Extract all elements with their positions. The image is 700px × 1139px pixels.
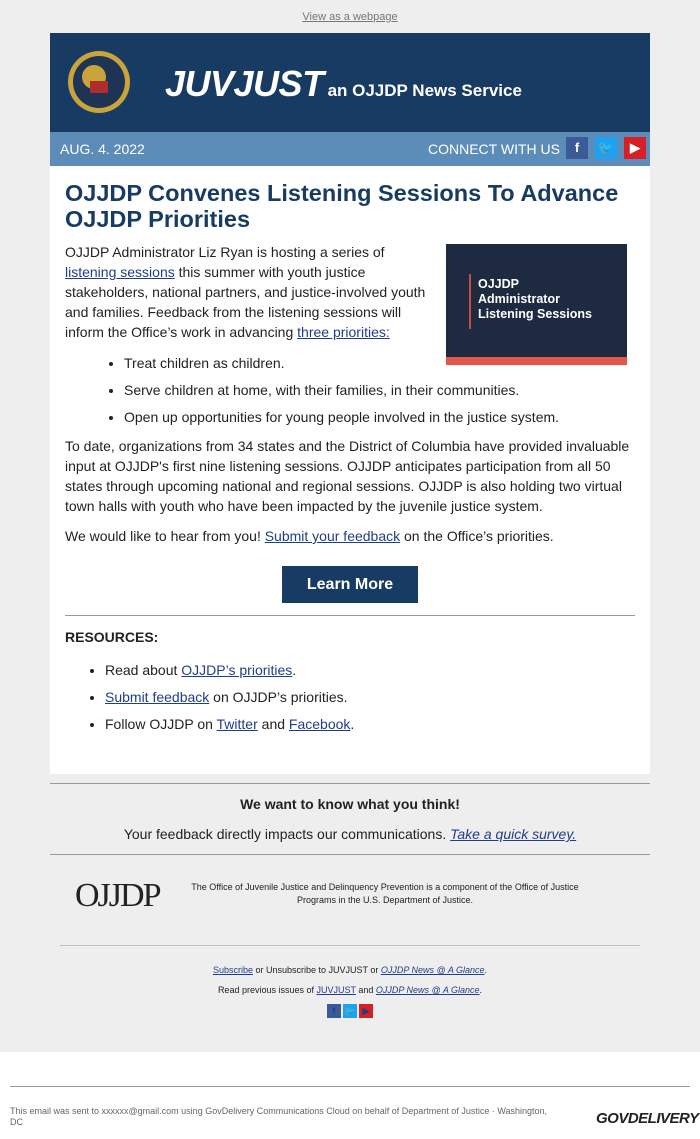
article-body bbox=[50, 166, 650, 774]
list-item: • Open up opportunities for young people involved in the justice system. bbox=[124, 408, 635, 426]
news-at-a-glance-link[interactable]: OJJDP News @ A Glance bbox=[380, 965, 485, 975]
divider bbox=[10, 1086, 690, 1087]
bottom-footer bbox=[0, 1052, 700, 1139]
three-priorities-link[interactable]: three priorities: bbox=[297, 324, 390, 340]
article-intro: OJJDP Administrator Liz Ryan is hosting a series of listening sessions this summer with youth justice stakeholders, national partners, and justice-involved youth and families. Feedback from the listening sessions will inform the Office’s work in advancing three priorities: bbox=[65, 244, 426, 340]
facebook-link[interactable]: Facebook bbox=[288, 716, 351, 732]
email-container bbox=[50, 33, 650, 1018]
list-item: • Submit feedback on OJJDP’s priorities. bbox=[105, 688, 635, 706]
about-text: The Office of Juvenile Justice and Delinquency Prevention is a component of the Office of Justice Programs in the U.S. Department of Justice. bbox=[191, 882, 579, 905]
twitter-link[interactable]: Twitter bbox=[216, 716, 258, 732]
view-as-webpage bbox=[0, 0, 700, 22]
quick-survey-link[interactable]: Take a quick survey. bbox=[450, 826, 577, 842]
doj-seal-icon bbox=[68, 51, 130, 113]
list-item: • Read about OJJDP’s priorities. bbox=[105, 661, 635, 679]
survey-section bbox=[50, 783, 650, 855]
govdelivery-logo: GOVDELIVERY bbox=[596, 1110, 699, 1127]
survey-feedback: Your feedback directly impacts our communications. Take a quick survey. bbox=[123, 826, 577, 842]
youtube-icon[interactable]: ▶ bbox=[359, 1004, 373, 1018]
article-paragraph-3: We would like to hear from you! Submit your feedback on the Office’s priorities. bbox=[65, 528, 554, 544]
divider bbox=[65, 615, 635, 616]
facebook-icon[interactable]: f bbox=[327, 1004, 341, 1018]
ojjdp-priorities-link[interactable]: OJJDP’s priorities bbox=[181, 662, 293, 678]
listening-sessions-image[interactable]: OJJDP Administrator Listening Sessions bbox=[446, 244, 627, 365]
newsletter-tagline: an OJJDP News Service bbox=[327, 81, 522, 100]
footer-social bbox=[50, 1004, 650, 1018]
list-item: • Treat children as children. bbox=[124, 354, 635, 372]
twitter-icon[interactable]: 🐦 bbox=[344, 1006, 356, 1016]
facebook-icon[interactable]: f bbox=[566, 137, 588, 159]
youtube-icon[interactable]: ▶ bbox=[624, 137, 646, 159]
issue-date: AUG. 4. 2022 bbox=[60, 141, 145, 157]
juvjust-archive-link[interactable]: JUVJUST bbox=[316, 985, 356, 995]
newsletter-name: JUVJUST bbox=[165, 63, 324, 104]
list-item: • Follow OJJDP on Twitter and Facebook. bbox=[105, 715, 635, 733]
subscribe-link[interactable]: Subscribe bbox=[212, 965, 253, 975]
article-paragraph-2: To date, organizations from 34 states and the District of Columbia have provided invaluable input at OJJDP's first nine listening sessions. OJJDP anticipates participation from all 50 states through upcoming national and regional sessions. OJJDP is also holding two virtual town halls with youth who have been impacted by the juvenile justice system. bbox=[65, 438, 630, 514]
about-section bbox=[50, 855, 650, 935]
submit-feedback-link[interactable]: Submit feedback bbox=[105, 689, 210, 705]
date-band bbox=[50, 132, 650, 166]
list-item: • Serve children at home, with their families, in their communities. bbox=[124, 381, 635, 399]
resources-title: RESOURCES: bbox=[65, 629, 159, 645]
news-glance-archive-link[interactable]: OJJDP News @ A Glance bbox=[375, 985, 480, 995]
twitter-icon[interactable]: 🐦 bbox=[595, 137, 617, 159]
listening-sessions-link[interactable]: listening sessions bbox=[65, 264, 175, 280]
brand-title bbox=[165, 63, 522, 105]
view-as-webpage-link[interactable]: View as a webpage bbox=[302, 11, 398, 23]
submit-your-feedback-link[interactable]: Submit your feedback bbox=[264, 528, 401, 544]
connect-label: CONNECT WITH US bbox=[428, 141, 560, 157]
divider bbox=[60, 945, 640, 946]
article-title: OJJDP Convenes Listening Sessions To Advance OJJDP Priorities bbox=[65, 180, 619, 232]
resources-list bbox=[65, 661, 635, 733]
ojjdp-logo: OJJDP bbox=[75, 877, 160, 914]
survey-question: We want to know what you think! bbox=[240, 796, 460, 812]
sent-notice: This email was sent to xxxxxx@gmail.com using GovDelivery Communications Cloud on behalf of Department of Justice · Washington, DC bbox=[10, 1106, 548, 1127]
footer-links: Subscribe or Unsubscribe to JUVJUST or OJJDP News @ A Glance. Read previous issues of JUVJUST and OJJDP News @ A Glance. f 🐦 ▶ bbox=[50, 965, 650, 1018]
learn-more-button[interactable]: Learn More bbox=[282, 566, 418, 603]
header-banner bbox=[50, 33, 650, 132]
